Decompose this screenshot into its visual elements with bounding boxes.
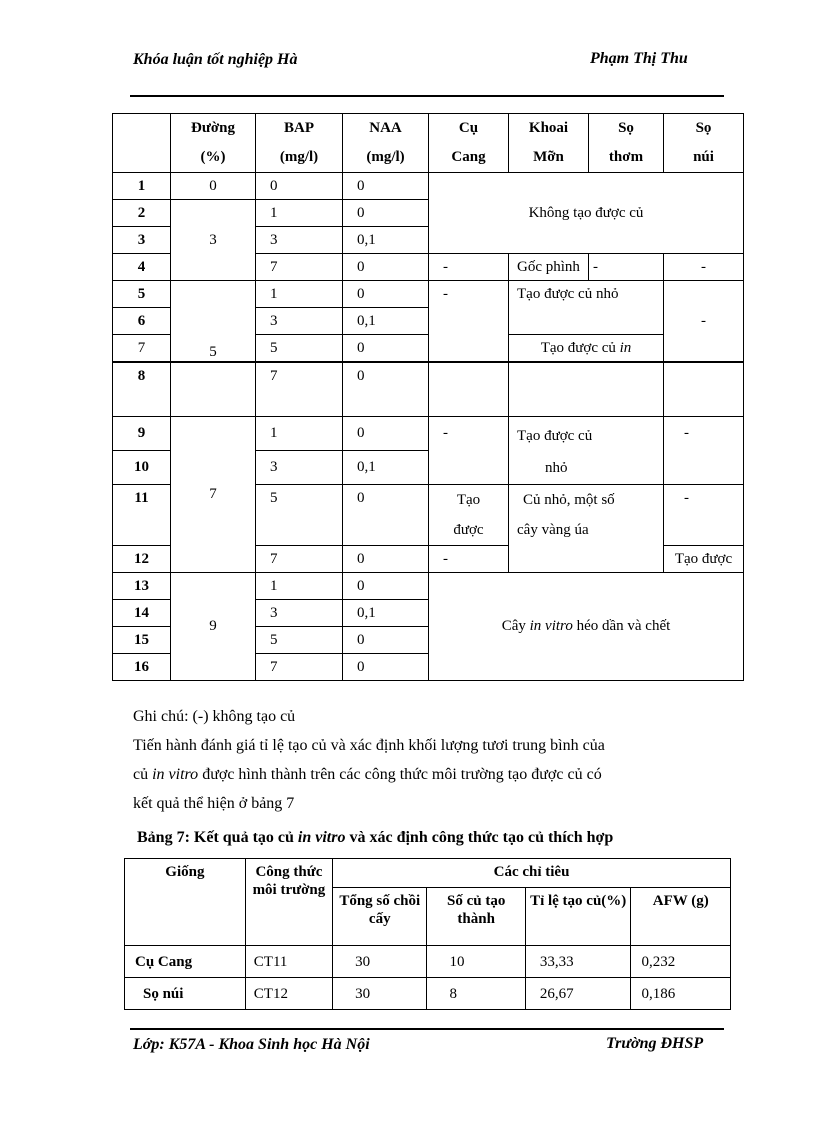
bap-cell: 1 xyxy=(256,200,343,227)
row-id: 5 xyxy=(113,281,171,308)
table-1 xyxy=(112,113,744,681)
naa-cell: 0 xyxy=(343,484,429,545)
table-row xyxy=(125,946,731,978)
naa-cell: 0 xyxy=(343,416,429,450)
footer-rule xyxy=(130,1028,724,1030)
socu-cell: 8 xyxy=(427,978,525,1010)
naa-cell: 0 xyxy=(343,653,429,680)
afw-cell: 0,232 xyxy=(631,946,731,978)
table-2-header-row-1 xyxy=(125,859,731,888)
duong-cell: 7 xyxy=(171,416,256,572)
row-id: 1 xyxy=(113,173,171,200)
note-cay-in-vitro: Cây in vitro héo dần và chết xyxy=(429,572,744,680)
naa-cell: 0,1 xyxy=(343,227,429,254)
table-header-row xyxy=(113,114,744,173)
row-id: 15 xyxy=(113,626,171,653)
table-row xyxy=(113,416,744,450)
header-giong: Giống xyxy=(125,859,246,946)
ct-cell: CT11 xyxy=(245,946,332,978)
bap-cell: 3 xyxy=(256,599,343,626)
naa-cell: 0 xyxy=(343,254,429,281)
khoaimon-cell: Tạo được củ nhỏ xyxy=(509,416,664,484)
header-afw: AFW (g) xyxy=(631,888,731,946)
sonui-cell: - xyxy=(664,281,744,363)
duong-cell xyxy=(171,362,256,416)
naa-cell: 0 xyxy=(343,626,429,653)
naa-cell: 0 xyxy=(343,281,429,308)
table-2 xyxy=(124,858,731,1010)
sonui-cell: Tạo được xyxy=(664,545,744,572)
cucang-cell: Tạo được xyxy=(429,484,509,545)
paragraph-line-3: kết quả thể hiện ở bảng 7 xyxy=(133,795,295,812)
giong-cell: Sọ núi xyxy=(125,978,246,1010)
bap-cell: 3 xyxy=(256,308,343,335)
footer-right: Trường ĐHSP xyxy=(606,1035,704,1052)
row-id: 4 xyxy=(113,254,171,281)
bap-cell: 1 xyxy=(256,416,343,450)
bap-cell: 7 xyxy=(256,254,343,281)
header-naa: NAA (mg/l) xyxy=(343,114,429,173)
duong-cell: 3 xyxy=(171,200,256,281)
header-so-nui: Sọ núi xyxy=(664,114,744,173)
naa-cell: 0 xyxy=(343,173,429,200)
table-row xyxy=(125,978,731,1010)
cucang-cell: - xyxy=(429,254,509,281)
tile-cell: 26,67 xyxy=(525,978,631,1010)
row-id: 9 xyxy=(113,416,171,450)
naa-cell: 0 xyxy=(343,572,429,599)
bap-cell: 5 xyxy=(256,335,343,363)
table-row xyxy=(113,281,744,308)
duong-cell: 9 xyxy=(171,572,256,680)
giong-cell: Cụ Cang xyxy=(125,946,246,978)
naa-cell: 0,1 xyxy=(343,599,429,626)
row-id: 3 xyxy=(113,227,171,254)
row-id: 13 xyxy=(113,572,171,599)
tile-cell: 33,33 xyxy=(525,946,631,978)
header-empty xyxy=(113,114,171,173)
row-id: 14 xyxy=(113,599,171,626)
header-khoai-mon: Khoai Mỡn xyxy=(509,114,589,173)
row-id: 7 xyxy=(113,335,171,363)
duong-cell: 0 xyxy=(171,173,256,200)
header-rule xyxy=(130,95,724,97)
row-id: 10 xyxy=(113,450,171,484)
header-cong-thuc: Công thức môi trường xyxy=(245,859,332,946)
bap-cell: 7 xyxy=(256,362,343,416)
header-ti-le: Tỉ lệ tạo củ(%) xyxy=(525,888,631,946)
cucang-cell: - xyxy=(429,416,509,484)
table-row xyxy=(113,572,744,599)
bap-cell: 7 xyxy=(256,545,343,572)
socu-cell: 10 xyxy=(427,946,525,978)
sonui-cell: - xyxy=(664,254,744,281)
row-id: 6 xyxy=(113,308,171,335)
header-so-cu: Số củ tạo thành xyxy=(427,888,525,946)
bap-cell: 7 xyxy=(256,653,343,680)
row-id: 11 xyxy=(113,484,171,545)
khoaimon-cell: Củ nhỏ, một số cây vàng úa xyxy=(509,484,664,572)
header-right: Phạm Thị Thu xyxy=(590,50,688,67)
naa-cell: 0 xyxy=(343,545,429,572)
row-id: 16 xyxy=(113,653,171,680)
cucang-cell xyxy=(429,362,509,416)
sonui-cell: - xyxy=(664,484,744,545)
naa-cell: 0 xyxy=(343,335,429,363)
paragraph-line-2: củ in vitro được hình thành trên các công thức môi trường tạo được củ có xyxy=(133,766,602,783)
khoaimon-cell: Tạo được củ in xyxy=(509,335,664,363)
tongso-cell: 30 xyxy=(333,978,427,1010)
sonui-cell: - xyxy=(664,416,744,484)
header-bap: BAP (mg/l) xyxy=(256,114,343,173)
header-so-thom: Sọ thơm xyxy=(589,114,664,173)
khoaimon-cell xyxy=(509,362,664,416)
cucang-cell: - xyxy=(429,545,509,572)
note-line: Ghi chú: (-) không tạo củ xyxy=(133,708,296,725)
header-cu-cang: Cụ Cang xyxy=(429,114,509,173)
table-row xyxy=(113,362,744,416)
tongso-cell: 30 xyxy=(333,946,427,978)
bap-cell: 5 xyxy=(256,626,343,653)
ct-cell: CT12 xyxy=(245,978,332,1010)
khoaimon-cell: Gốc phình xyxy=(509,254,589,281)
duong-cell: 5 xyxy=(171,281,256,363)
header-tong-so: Tổng số chồi cấy xyxy=(333,888,427,946)
khoaimon-cell: Tạo được củ nhỏ xyxy=(509,281,664,335)
naa-cell: 0 xyxy=(343,362,429,416)
paragraph-line-1: Tiến hành đánh giá tỉ lệ tạo củ và xác định khối lượng tươi trung bình của xyxy=(133,737,605,754)
row-id: 2 xyxy=(113,200,171,227)
cucang-cell: - xyxy=(429,281,509,363)
header-duong: Đường (%) xyxy=(171,114,256,173)
bap-cell: 5 xyxy=(256,484,343,545)
table-2-caption: Bảng 7: Kết quả tạo củ in vitro và xác định công thức tạo củ thích hợp xyxy=(137,829,614,846)
table-row xyxy=(113,173,744,200)
note-khong-tao: Không tạo được củ xyxy=(429,173,744,254)
row-id: 12 xyxy=(113,545,171,572)
sothom-cell: - xyxy=(589,254,664,281)
row-id: 8 xyxy=(113,362,171,416)
header-left: Khóa luận tốt nghiệp Hà xyxy=(133,51,298,68)
bap-cell: 1 xyxy=(256,281,343,308)
header-cac-chi-tieu: Các chỉ tiêu xyxy=(333,859,731,888)
naa-cell: 0 xyxy=(343,200,429,227)
bap-cell: 0 xyxy=(256,173,343,200)
bap-cell: 3 xyxy=(256,450,343,484)
afw-cell: 0,186 xyxy=(631,978,731,1010)
bap-cell: 1 xyxy=(256,572,343,599)
naa-cell: 0,1 xyxy=(343,308,429,335)
naa-cell: 0,1 xyxy=(343,450,429,484)
bap-cell: 3 xyxy=(256,227,343,254)
footer-left: Lớp: K57A - Khoa Sinh học Hà Nội xyxy=(133,1036,370,1053)
sonui-cell xyxy=(664,362,744,416)
